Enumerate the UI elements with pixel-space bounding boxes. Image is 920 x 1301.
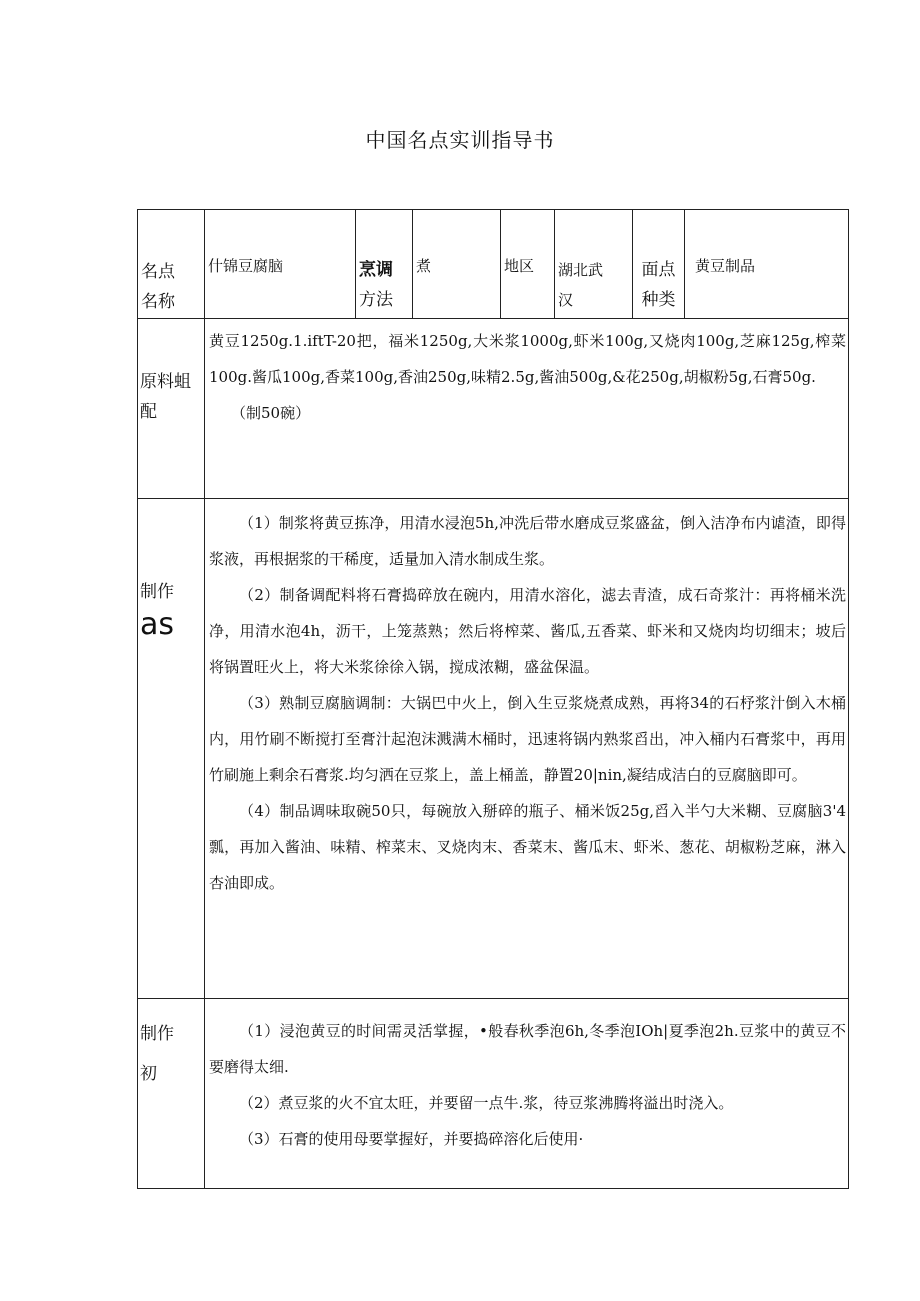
recipe-table xyxy=(137,209,849,1189)
region-value-line1: 湖北武 xyxy=(558,261,604,279)
steps-label-line1: 制作 xyxy=(140,582,174,602)
region-label: 地区 xyxy=(504,257,535,275)
name-value: 什锦豆腐脑 xyxy=(208,257,284,275)
type-value-cell xyxy=(685,210,849,319)
method-label-cell xyxy=(356,210,413,319)
name-label-line1: 名点 xyxy=(141,262,175,282)
notes-label-line1: 制作 xyxy=(140,1024,174,1044)
type-label-cell xyxy=(633,210,685,319)
type-value: 黄豆制品 xyxy=(695,257,756,275)
ingredients-label-line2: 配 xyxy=(140,402,157,422)
method-label-line1: 烹调 xyxy=(359,260,393,280)
type-label-line2: 种类 xyxy=(641,290,676,310)
region-value-cell xyxy=(555,210,633,319)
notes-label-cell xyxy=(138,999,205,1189)
region-label-cell xyxy=(501,210,555,319)
name-value-cell xyxy=(205,210,356,319)
type-label-line1: 面点 xyxy=(641,260,676,280)
steps-label-cell xyxy=(138,499,205,999)
method-label-line2: 方法 xyxy=(359,290,393,310)
step-paragraph-4: （4）制品调味取碗50只，每碗放入掰碎的瓶子、桶米饭25g,舀入半勺大米糊、豆腐脑3'4瓢，再加入酱油、味精、榨菜末、叉烧肉末、香菜末、酱瓜末、虾米、葱花、胡椒粉芝麻，淋入杏油即成。 xyxy=(209,802,846,892)
ingredients-content-cell xyxy=(205,319,849,499)
steps-row xyxy=(138,499,849,999)
steps-label-line2: as xyxy=(140,607,175,642)
steps-content-cell xyxy=(205,499,849,999)
ingredients-text: 黄豆1250g.1.iftT-20把，福米1250g,大米浆1000g,虾米100g,又烧肉100g,芝麻125g,榨菜100g.酱瓜100g,香菜100g,香油250g,味精2.5g,酱油500g,&花250g,胡椒粉5g,石膏50g. xyxy=(209,332,846,386)
name-label-cell xyxy=(138,210,205,319)
method-value-cell xyxy=(413,210,501,319)
notes-content-cell xyxy=(205,999,849,1189)
notes-row xyxy=(138,999,849,1189)
note-paragraph-2: （2）煮豆浆的火不宜太旺，并要留一点牛.浆，待豆浆沸腾将溢出时浇入。 xyxy=(239,1094,734,1112)
step-paragraph-1: （1）制浆将黄豆拣净，用清水浸泡5h,冲洗后带水磨成豆浆盛盆，倒入洁净布内谑渣，即得浆液，再根据浆的干稀度，适量加入清水制成生浆。 xyxy=(209,514,846,568)
step-paragraph-2: （2）制备调配料将石膏捣碎放在碗内，用清水溶化，滤去青渣，成石奇浆汁：再将桶米洗净，用清水泡4h，沥干，上笼蒸熟；然后将榨菜、酱瓜,五香菜、虾米和又烧肉均切细末；坡后将锅置旺火上，将大米浆徐徐入锅，搅成浓糊，盛盆保温。 xyxy=(209,586,846,676)
ingredients-label-cell xyxy=(138,319,205,499)
notes-label-line2: 初 xyxy=(140,1064,157,1084)
ingredients-label-line1: 原料蛆 xyxy=(140,372,191,392)
note-paragraph-1: （1）浸泡黄豆的时间需灵活掌握，•般春秋季泡6h,冬季泡IOh|夏季泡2h.豆浆中的黄豆不要磨得太细. xyxy=(209,1022,846,1076)
region-value-line2: 汉 xyxy=(558,291,574,309)
name-label-line2: 名称 xyxy=(141,292,175,312)
note-paragraph-3: （3）石膏的使用母要掌握好，并要捣碎溶化后使用· xyxy=(239,1130,584,1148)
ingredients-row xyxy=(138,319,849,499)
method-value: 煮 xyxy=(416,257,432,275)
page-title: 中国名点实训指导书 xyxy=(365,128,555,152)
step-paragraph-3: （3）熟制豆腐脑调制：大锅巴中火上，倒入生豆浆烧煮成熟，再将34的石杼浆汁倒入木桶内，用竹刷不断搅打至膏汁起泡沫溅满木桶时，迅速将锅内熟浆舀出，冲入桶内石膏浆中，再用竹刷施上剩余石膏浆.均匀洒在豆浆上，盖上桶盖，静置20|nin,凝结成洁白的豆腐脑即可。 xyxy=(209,694,846,784)
ingredients-note: （制50碗） xyxy=(231,404,311,422)
header-row xyxy=(138,210,849,319)
